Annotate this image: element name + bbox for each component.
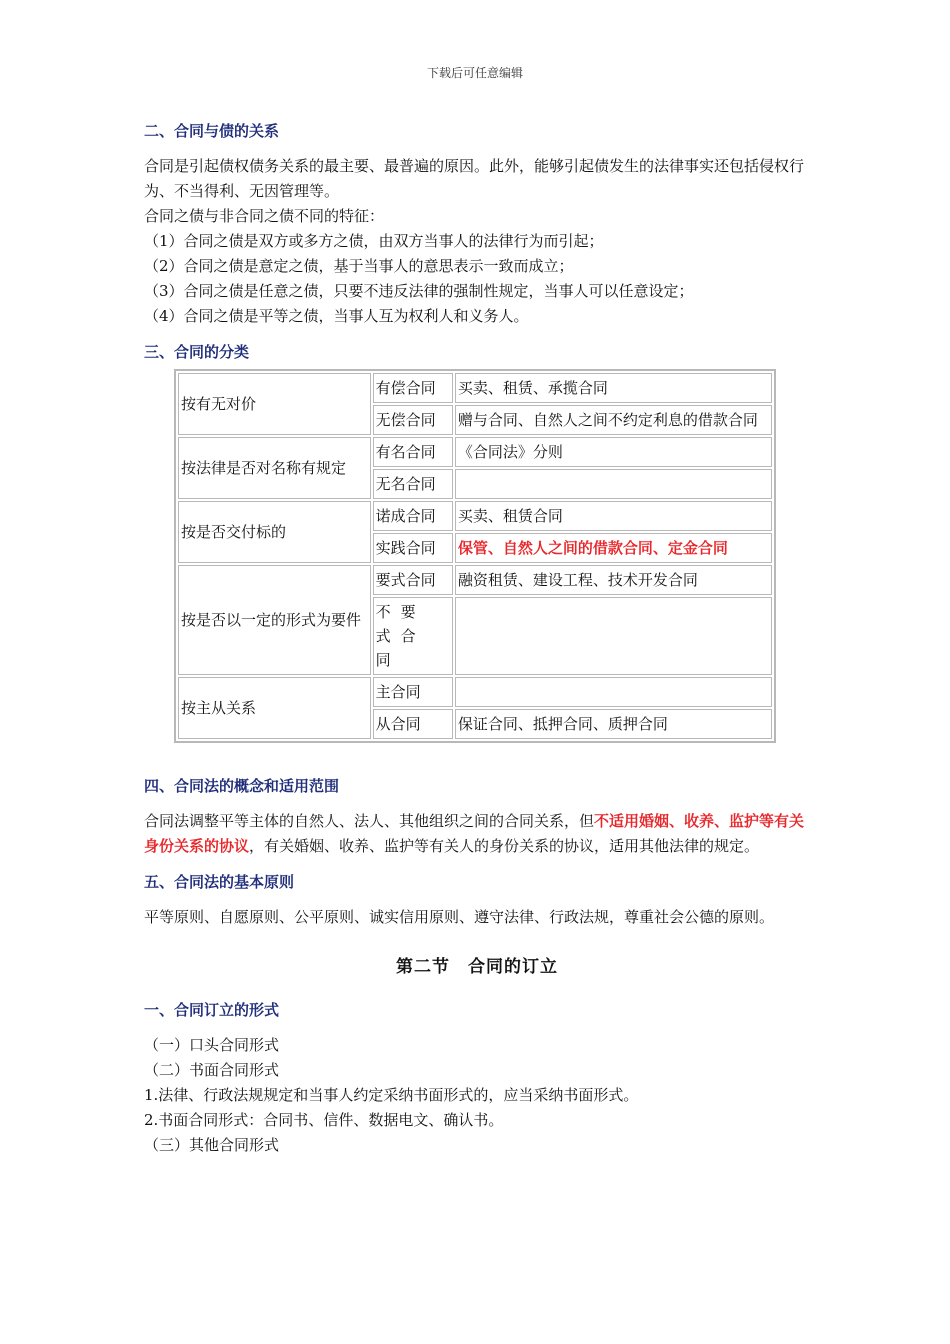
heading-formation-form: 一、合同订立的形式 xyxy=(144,1001,280,1019)
scope-exclusion-highlight: 不适用婚姻、收养、监护等有关身份关系的协议 xyxy=(144,812,805,855)
table-cell-example: 保证合同、抵押合同、质押合同 xyxy=(455,709,772,739)
page-header: 下载后可任意编辑 xyxy=(426,66,523,80)
section-title: 第二节 合同的订立 xyxy=(396,957,558,977)
table-cell-type: 诺成合同 xyxy=(373,501,453,531)
table-cell-type: 无偿合同 xyxy=(373,405,453,435)
table-cell-example: 赠与合同、自然人之间不约定利息的借款合同 xyxy=(455,405,772,435)
table-cell-basis: 按有无对价 xyxy=(178,373,371,435)
list-item: （2）合同之债是意定之债，基于当事人的意思表示一致而成立； xyxy=(144,257,574,275)
table-cell-example: 《合同法》分则 xyxy=(455,437,772,467)
list-item: （二）书面合同形式 xyxy=(144,1061,280,1079)
table-cell-type: 主合同 xyxy=(373,677,453,707)
table-cell-basis: 按是否以一定的形式为要件 xyxy=(178,565,371,675)
table-row xyxy=(178,677,772,707)
table-cell-example xyxy=(455,597,772,675)
scope-text: ，有关婚姻、收养、监护等有关人的身份关系的协议，适用其他法律的规定。 xyxy=(249,837,760,855)
paragraph-features-intro: 合同之债与非合同之债不同的特征： xyxy=(144,207,385,225)
table-cell-example-highlight: 保管、自然人之间的借款合同、定金合同 xyxy=(455,533,772,563)
table-cell-basis: 按主从关系 xyxy=(178,677,371,739)
table-cell-basis: 按法律是否对名称有规定 xyxy=(178,437,371,499)
table-row xyxy=(178,437,772,467)
table-cell-type: 无名合同 xyxy=(373,469,453,499)
table-cell-type: 有偿合同 xyxy=(373,373,453,403)
table-cell-example xyxy=(455,677,772,707)
heading-classification: 三、合同的分类 xyxy=(144,343,250,361)
list-item: （三）其他合同形式 xyxy=(144,1136,280,1154)
table-cell-type: 有名合同 xyxy=(373,437,453,467)
document-body xyxy=(144,120,810,1158)
table-cell-example: 融资租赁、建设工程、技术开发合同 xyxy=(455,565,772,595)
list-item: 2.书面合同形式：合同书、信件、数据电文、确认书。 xyxy=(144,1111,504,1129)
table-row xyxy=(178,565,772,595)
table-cell-basis: 按是否交付标的 xyxy=(178,501,371,563)
paragraph-basic-principles: 平等原则、自愿原则、公平原则、诚实信用原则、遵守法律、行政法规，尊重社会公德的原则。 xyxy=(144,908,775,926)
table-cell-example: 买卖、租赁、承揽合同 xyxy=(455,373,772,403)
table-cell-type: 从合同 xyxy=(373,709,453,739)
list-item: （4）合同之债是平等之债，当事人互为权利人和义务人。 xyxy=(144,307,529,325)
list-item: （一）口头合同形式 xyxy=(144,1036,280,1054)
heading-contract-debt: 二、合同与债的关系 xyxy=(144,122,280,140)
type-label: 不要式合同 xyxy=(375,603,426,669)
paragraph-contract-law-scope xyxy=(144,809,810,859)
scope-text: 合同法调整平等主体的自然人、法人、其他组织之间的合同关系，但 xyxy=(144,812,595,830)
list-item: （1）合同之债是双方或多方之债，由双方当事人的法律行为而引起； xyxy=(144,232,604,250)
table-cell-type xyxy=(373,597,453,675)
list-item: 1.法律、行政法规规定和当事人约定采纳书面形式的，应当采纳书面形式。 xyxy=(144,1086,639,1104)
list-item: （3）合同之债是任意之债，只要不违反法律的强制性规定，当事人可以任意设定； xyxy=(144,282,694,300)
table-cell-example xyxy=(455,469,772,499)
heading-contract-law-scope: 四、合同法的概念和适用范围 xyxy=(144,777,340,795)
table-row xyxy=(178,373,772,403)
classification-table xyxy=(174,369,776,743)
table-cell-type: 要式合同 xyxy=(373,565,453,595)
heading-basic-principles: 五、合同法的基本原则 xyxy=(144,873,295,891)
table-cell-example: 买卖、租赁合同 xyxy=(455,501,772,531)
table-cell-type: 实践合同 xyxy=(373,533,453,563)
paragraph-contract-debt: 合同是引起债权债务关系的最主要、最普遍的原因。此外，能够引起债发生的法律事实还包括侵权行为、不当得利、无因管理等。 xyxy=(144,157,805,200)
table-row xyxy=(178,501,772,531)
